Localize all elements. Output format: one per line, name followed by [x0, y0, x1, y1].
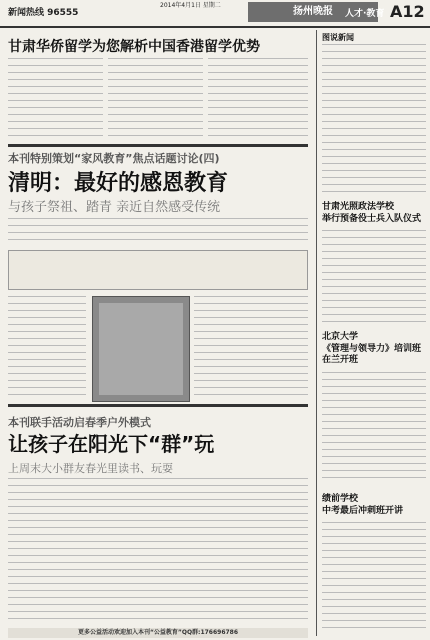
- article3-headline: 让孩子在阳光下“群”玩: [8, 432, 215, 456]
- news3-title: 绩前学校: [322, 494, 359, 504]
- feature-rule: [8, 144, 308, 147]
- news1-body: [322, 230, 426, 325]
- news2-body: [322, 372, 426, 484]
- news3-subtitle: 中考最后冲刺班开讲: [322, 506, 404, 516]
- article3-rule: [8, 404, 308, 407]
- news2-subtitle: 《管理与领导力》培训班在兰开班: [322, 344, 422, 365]
- article3-kicker: 本刊联手活动启春季户外模式: [8, 416, 151, 429]
- feature-pull-quote: [8, 250, 308, 290]
- feature-subheadline: 与孩子祭祖、踏青 亲近自然感受传统: [8, 200, 221, 215]
- feature-kicker: 本刊特别策划“家风教育”焦点话题讨论(四): [8, 152, 220, 165]
- feature-body-col2: [194, 296, 308, 398]
- right-column-divider: [316, 30, 317, 636]
- hotline: 新闻热线 96555: [8, 8, 79, 18]
- article1-body-col1: [8, 58, 103, 140]
- feature-photo: [92, 296, 190, 402]
- article1-body-col2: [108, 58, 203, 140]
- masthead: [0, 0, 430, 28]
- news1-title: 甘肃光照政法学校: [322, 202, 395, 212]
- news1-subtitle: 举行预备役士兵入队仪式: [322, 214, 422, 224]
- news2-title: 北京大学: [322, 332, 359, 342]
- article1-headline: 甘肃华侨留学为您解析中国香港留学优势: [8, 39, 260, 55]
- date-line: 2014年4月1日 星期二: [160, 2, 221, 9]
- article3-subheadline: 上周末大小群友春光里读书、玩耍: [8, 462, 173, 475]
- section-name: 人才·教育: [345, 9, 385, 19]
- right-col-title: 图说新闻: [322, 33, 354, 42]
- news3-body: [322, 522, 426, 634]
- feature-intro-text: [8, 218, 308, 246]
- article3-bottom-note: 更多公益活动欢迎加入本刊“公益教育”QQ群:176696786: [8, 628, 308, 638]
- feature-body-col1: [8, 296, 86, 398]
- right-column-text-1: [322, 44, 426, 194]
- page-number: A12: [390, 2, 425, 21]
- feature-headline: 清明：最好的感恩教育: [8, 171, 229, 196]
- article3-body: [8, 478, 308, 624]
- paper-name-text: 扬州晚报: [293, 6, 333, 17]
- article1-body-col3: [208, 58, 308, 140]
